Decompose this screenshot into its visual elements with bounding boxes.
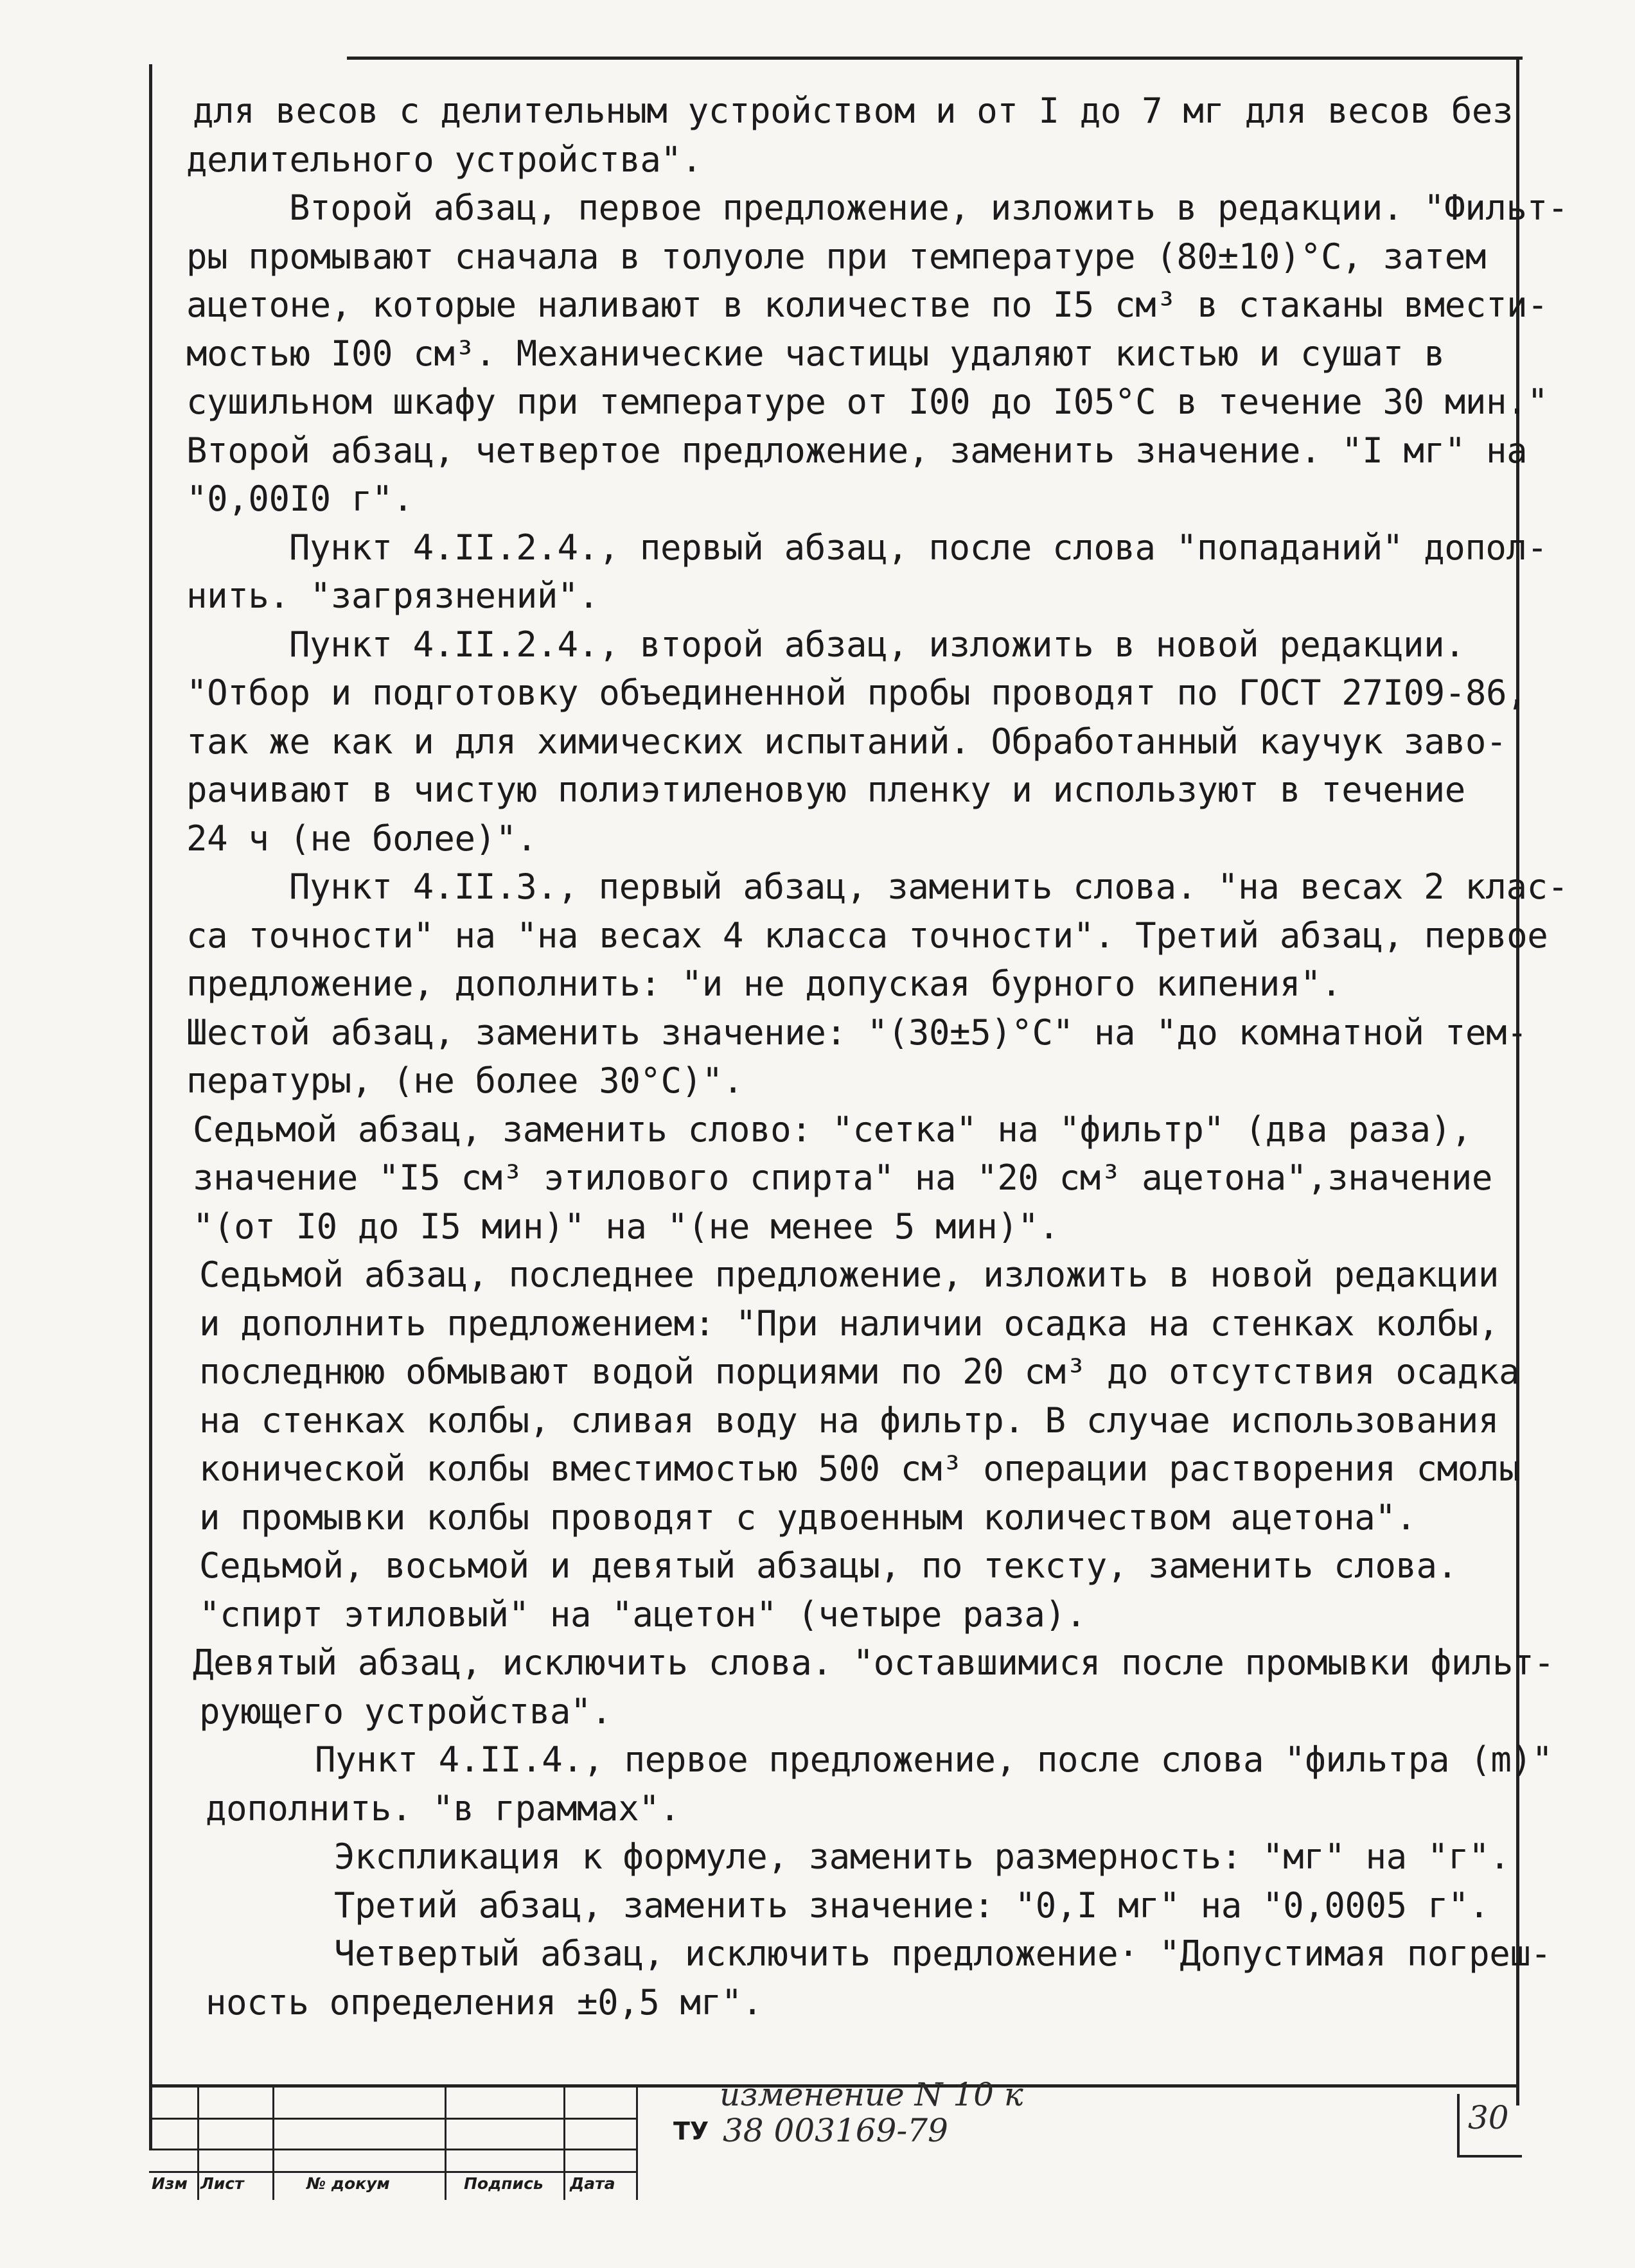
text-line: Пункт 4.II.2.4., первый абзац, после слова "попаданий" допол- <box>289 527 1548 568</box>
frame-left-border <box>149 64 152 2149</box>
frame-top-border <box>347 57 1523 60</box>
text-line: Второй абзац, четвертое предложение, заменить значение. "I мг" на <box>186 430 1528 471</box>
text-line: так же как и для химических испытаний. Обработанный каучук заво- <box>186 721 1507 762</box>
text-line: Седьмой абзац, последнее предложение, изложить в новой редакции <box>199 1254 1499 1295</box>
text-line: "(от I0 до I5 мин)" на "(не менее 5 мин)". <box>193 1206 1059 1247</box>
text-line: 24 ч (не более)". <box>186 818 537 859</box>
text-line: Экспликация к формуле, заменить размерность: "мг" на "г". <box>334 1836 1510 1877</box>
text-line: делительного устройства". <box>186 139 702 180</box>
text-line: Пункт 4.II.4., первое предложение, после слова "фильтра (m)" <box>315 1739 1553 1780</box>
header-izm: Изм <box>152 2174 188 2193</box>
text-line: на стенках колбы, сливая воду на фильтр. В случае использования <box>199 1400 1499 1441</box>
text-line: са точности" на "на весах 4 класса точности". Третий абзац, первое <box>186 915 1548 956</box>
text-line: сушильном шкафу при температуре от I00 до I05°С в течение 30 мин." <box>186 382 1548 422</box>
text-line: пературы, (не более 30°С)". <box>186 1060 743 1101</box>
text-line: Четвертый абзац, исключить предложение· "Допустимая погреш- <box>334 1933 1551 1974</box>
text-line: ацетоне, которые наливают в количестве по I5 см³ в стаканы вмести- <box>186 285 1548 325</box>
title-block-grid <box>149 2084 637 2200</box>
text-line: "спирт этиловый" на "ацетон" (четыре раза). <box>199 1594 1086 1635</box>
text-line: Второй абзац, первое предложение, изложить в редакции. "Фильт- <box>289 188 1568 228</box>
text-line: Седьмой абзац, заменить слово: "сетка" на "фильтр" (два раза), <box>193 1109 1472 1150</box>
text-line: ры промывают сначала в толуоле при температуре (80±10)°С, затем <box>186 236 1486 277</box>
text-line: Третий абзац, заменить значение: "0,I мг" на "0,0005 г". <box>334 1885 1490 1926</box>
title-block-divider <box>272 2084 274 2200</box>
title-block-divider <box>445 2084 446 2200</box>
header-signature: Подпись <box>464 2174 544 2193</box>
title-block-divider <box>563 2084 565 2200</box>
document-body <box>186 87 1568 2026</box>
header-doc-number: № докум <box>306 2174 390 2193</box>
text-line: нить. "загрязнений". <box>186 576 599 616</box>
text-line: рующего устройства". <box>199 1691 612 1732</box>
text-line: значение "I5 см³ этилового спирта" на "20 см³ ацетона",значение <box>193 1157 1492 1198</box>
text-line: предложение, дополнить: "и не допуская бурного кипения". <box>186 963 1342 1004</box>
text-line: Пункт 4.II.2.4., второй абзац, изложить в новой редакции. <box>289 624 1465 665</box>
text-line: для весов с делительным устройством и от I до 7 мг для весов без <box>193 91 1514 131</box>
change-note: изменение N 10 к <box>720 2076 1023 2113</box>
text-line: последнюю обмывают водой порциями по 20 см³ до отсутствия осадка <box>199 1351 1520 1392</box>
text-line: рачивают в чистую полиэтиленовую пленку и используют в течение <box>186 769 1465 810</box>
text-line: Шестой абзац, заменить значение: "(30±5)°С" на "до комнатной тем- <box>186 1012 1528 1053</box>
text-line: и промывки колбы проводят с удвоенным количеством ацетона". <box>199 1497 1417 1538</box>
ty-number: 38 003169-79 <box>723 2112 948 2149</box>
text-line: дополнить. "в граммах". <box>206 1788 680 1829</box>
title-block-divider <box>636 2084 638 2200</box>
text-line: Седьмой, восьмой и девятый абзацы, по тексту, заменить слова. <box>199 1545 1458 1586</box>
text-line: "Отбор и подготовку объединенной пробы проводят по ГОСТ 27I09-86, <box>186 672 1528 713</box>
header-list: Лист <box>200 2174 244 2193</box>
ty-label: ТУ <box>673 2117 709 2145</box>
text-line: мостью I00 см³. Механические частицы удаляют кистью и сушат в <box>186 333 1445 374</box>
frame-right-border <box>1516 57 1519 2105</box>
text-line: "0,00I0 г". <box>186 479 414 519</box>
text-line: и дополнить предложением: "При наличии осадка на стенках колбы, <box>199 1303 1499 1344</box>
text-line: Пункт 4.II.3., первый абзац, заменить слова. "на весах 2 клас- <box>289 866 1568 907</box>
title-block-divider <box>197 2084 199 2200</box>
text-line: конической колбы вместимостью 500 см³ операции растворения смолы <box>199 1448 1520 1489</box>
header-date: Дата <box>570 2174 615 2193</box>
text-line: ность определения ±0,5 мг". <box>206 1982 763 2023</box>
text-line: Девятый абзац, исключить слова. "оставшимися после промывки фильт- <box>193 1642 1555 1683</box>
sheet-number: 30 <box>1468 2099 1509 2136</box>
